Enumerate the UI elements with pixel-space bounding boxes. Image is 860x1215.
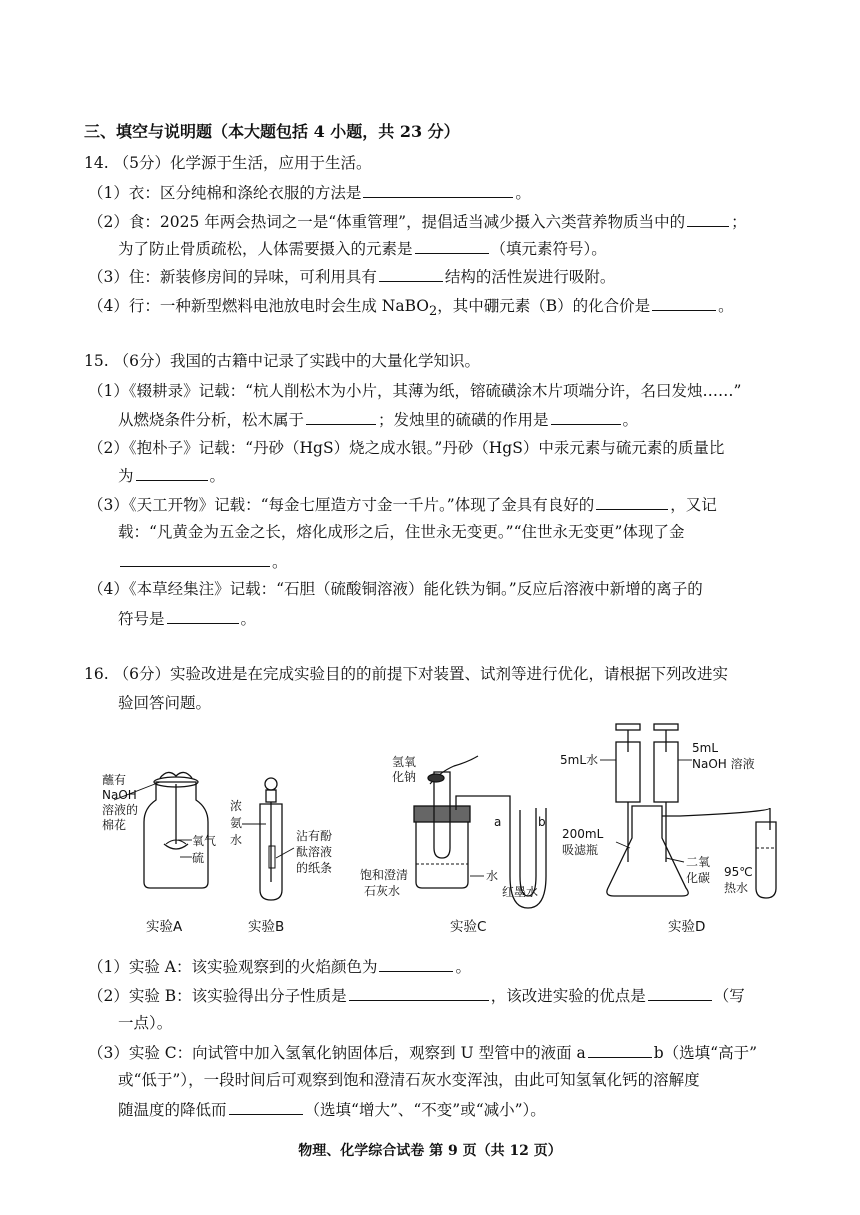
- label-c-3: 饱和澄清: [360, 868, 409, 882]
- label-c-b: b: [538, 815, 546, 829]
- label-b-4: 沾有酚: [296, 829, 333, 843]
- q14-item1: （1）衣：区分纯棉和涤纶衣服的方法是 。: [88, 184, 531, 202]
- label-d-9: 热水: [724, 881, 749, 895]
- label-b-1: 浓: [230, 799, 243, 813]
- label-b-2: 氨: [230, 816, 243, 830]
- label-d-5: 吸滤瓶: [562, 843, 599, 857]
- q14-item3: （3）住：新装修房间的异味，可利用具有 结构的活性炭进行吸附。: [88, 268, 616, 286]
- experiment-b-apparatus: [242, 778, 294, 900]
- page-footer: 物理、化学综合试卷 第 9 页（共 12 页）: [298, 1143, 562, 1159]
- answer-blank[interactable]: [306, 409, 376, 425]
- label-a-sulfur: 硫: [192, 851, 205, 865]
- answer-blank[interactable]: [652, 295, 716, 311]
- answer-blank[interactable]: [588, 1042, 652, 1058]
- label-d-2: 5mL: [692, 741, 719, 755]
- label-d-4: 200mL: [562, 827, 604, 841]
- label-d-7: 化碳: [686, 871, 711, 885]
- q15-item2-cont: 为 。: [118, 467, 226, 485]
- answer-blank[interactable]: [379, 956, 453, 972]
- answer-blank[interactable]: [120, 551, 270, 567]
- answer-blank[interactable]: [596, 494, 668, 510]
- label-b-6: 的纸条: [296, 861, 333, 875]
- q14-item2: （2）食：2025 年两会热词之一是“体重管理”，提倡适当减少摄入六类营养物质当中的 ；: [88, 213, 747, 231]
- q15-item3: （3）《天工开物》记载：“每金七厘造方寸金一千片。”体现了金具有良好的 ，又记: [88, 496, 717, 514]
- answer-blank[interactable]: [415, 238, 489, 254]
- q16-item1: （1）实验 A：该实验观察到的火焰颜色为 。: [88, 958, 471, 976]
- q15-item1: （1）《辍耕录》记载：“杭人削松木为小片，其薄为纸，镕硫磺涂木片项端分许，名曰发烛……”: [88, 382, 742, 400]
- label-d-3: NaOH 溶液: [692, 757, 755, 771]
- caption-b: 实验B: [248, 919, 285, 935]
- q15-item3-cont2: 。: [118, 551, 288, 572]
- q14-item4: （4）行：一种新型燃料电池放电时会生成 NaBO$_2$，其中硼元素（B）的化合价是 。: [88, 297, 734, 320]
- answer-blank[interactable]: [687, 211, 729, 227]
- label-c-ink: 红墨水: [502, 885, 539, 899]
- answer-blank[interactable]: [551, 409, 621, 425]
- label-d-6: 二氧: [686, 855, 711, 869]
- caption-a: 实验A: [146, 919, 183, 935]
- caption-c: 实验C: [450, 919, 487, 935]
- q16-item3: （3）实验 C：向试管中加入氢氧化钠固体后，观察到 U 型管中的液面 a b（选填“高于”: [88, 1044, 758, 1062]
- q14-heading: 14. （5分）化学源于生活，应用于生活。: [84, 154, 372, 172]
- label-a-1: 蘸有: [102, 773, 127, 787]
- answer-blank[interactable]: [349, 985, 489, 1001]
- label-b-3: 水: [230, 833, 243, 847]
- q16-item2-cont: 一点）。: [118, 1014, 173, 1032]
- answer-blank[interactable]: [363, 182, 513, 198]
- q15-item4-cont: 符号是 。: [118, 610, 257, 628]
- answer-blank[interactable]: [229, 1099, 303, 1115]
- q15-item2: （2）《抱朴子》记载：“丹砂（HgS）烧之成水银。”丹砂（HgS）中汞元素与硫元素的质量比: [88, 439, 725, 457]
- label-a-2: NaOH: [102, 788, 137, 802]
- q16-item2: （2）实验 B：该实验得出分子性质是 ，该改进实验的优点是 （写: [88, 987, 745, 1005]
- q14-item2-cont: 为了防止骨质疏松，人体需要摄入的元素是 （填元素符号）。: [118, 240, 607, 258]
- q16-item3-cont: 或“低于”），一段时间后可观察到饱和澄清石灰水变浑浊，由此可知氢氧化钙的溶解度: [118, 1071, 700, 1089]
- q15-item3-cont: 载：“凡黄金为五金之长，熔化成形之后，住世永无变更。”“住世永无变更”体现了金: [118, 523, 685, 541]
- q16-heading: 16. （6分）实验改进是在完成实验目的的前提下对装置、试剂等进行优化，请根据下列改进实: [84, 665, 728, 683]
- label-a-4: 棉花: [102, 818, 127, 832]
- label-a-3: 溶液的: [102, 803, 139, 817]
- experiment-figure: [80, 712, 800, 947]
- label-c-2: 化钠: [392, 770, 417, 784]
- label-a-oxygen: 氧气: [192, 834, 217, 848]
- answer-blank[interactable]: [136, 465, 208, 481]
- label-d-8: 95℃: [724, 865, 753, 879]
- section-title: 三、填空与说明题（本大题包括 4 小题，共 23 分）: [84, 122, 460, 141]
- answer-blank[interactable]: [379, 266, 443, 282]
- caption-d: 实验D: [668, 919, 706, 935]
- q15-heading: 15. （6分）我国的古籍中记录了实践中的大量化学知识。: [84, 352, 480, 370]
- q15-item1-cont: 从燃烧条件分析，松木属于 ；发烛里的硫磺的作用是 。: [118, 411, 639, 429]
- q16-item3-cont2: 随温度的降低而 （选填“增大”、“不变”或“减小”）。: [118, 1101, 546, 1119]
- label-c-a: a: [494, 815, 502, 829]
- q15-item4: （4）《本草经集注》记载：“石胆（硫酸铜溶液）能化铁为铜。”反应后溶液中新增的离子的: [88, 580, 703, 598]
- answer-blank[interactable]: [648, 985, 712, 1001]
- label-c-1: 氢氧: [392, 755, 417, 769]
- label-b-5: 酞溶液: [296, 845, 333, 859]
- label-c-4: 石灰水: [364, 884, 401, 898]
- answer-blank[interactable]: [167, 608, 239, 624]
- label-d-1: 5mL水: [560, 753, 599, 767]
- q16-heading-cont: 验回答问题。: [118, 694, 212, 712]
- label-c-water: 水: [486, 869, 499, 883]
